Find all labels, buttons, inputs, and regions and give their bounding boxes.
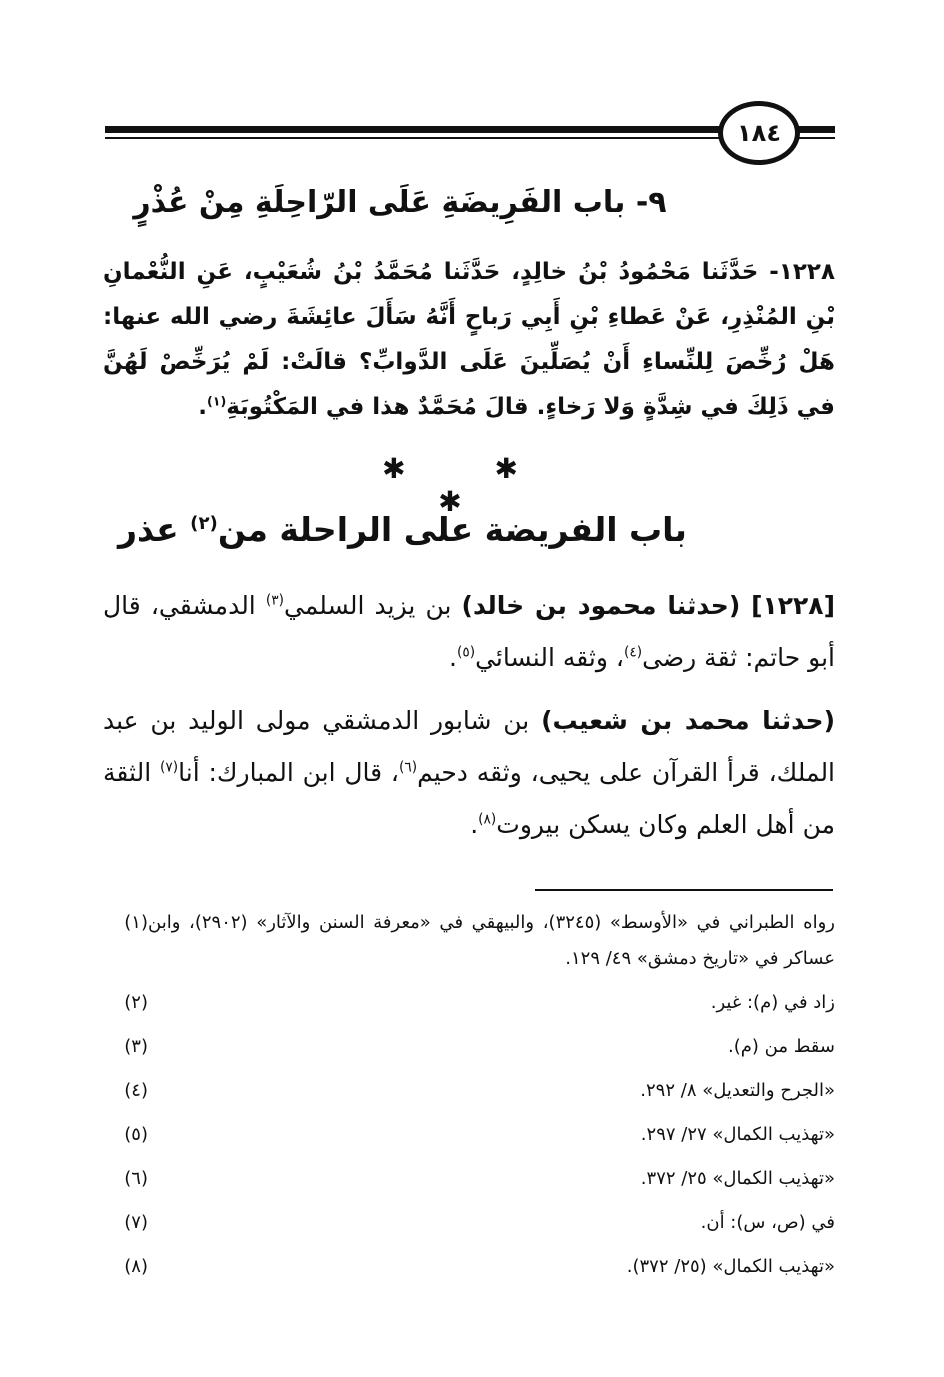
footnote-item — [103, 1073, 835, 1109]
footnote-text: رواه الطبراني في «الأوسط» (٣٢٤٥)، والبيهقي في «معرفة السنن والآثار» (٢٩٠٢)، وابن عساكر في «تاريخ دمشق» ٤٩/ ١٢٩. — [148, 912, 835, 969]
footnote-text: سقط من (م). — [728, 1036, 835, 1057]
commentary-1-ref-1: (٣) — [265, 592, 284, 609]
commentary-paragraph-1 — [103, 580, 835, 684]
hadith-text — [103, 250, 835, 430]
commentary-2-text-2: ، قال ابن المبارك: أنا — [178, 758, 400, 787]
commentary-2-text-1: بن شابور الدمشقي مولى الوليد بن عبد الملك، قرأ القرآن على يحيى، وثقه دحيم — [103, 706, 836, 787]
footnote-number: (٤) — [124, 1080, 148, 1101]
commentary-2-text-3: الثقة من أهل العلم وكان يسكن بيروت — [103, 758, 835, 839]
footnote-text: «تهذيب الكمال» ٢٥/ ٣٧٢. — [640, 1168, 835, 1189]
footnote-number: (١) — [124, 912, 148, 933]
section-title-after: عذر — [118, 510, 191, 549]
footnote-item — [103, 1161, 835, 1197]
footnote-text: «تهذيب الكمال» (٢٥/ ٣٧٢). — [626, 1256, 835, 1277]
footnote-number: (٣) — [124, 1036, 148, 1057]
commentary-2-text-4: . — [470, 810, 479, 839]
footnote-item — [103, 1117, 835, 1153]
footnote-item — [103, 985, 835, 1021]
section-title-before: باب الفريضة على الراحلة من — [217, 510, 687, 549]
commentary-1-text-2: الدمشقي، قال أبو حاتم: ثقة رضى — [103, 591, 835, 672]
commentary-1-text-3: ، وثقه النسائي — [475, 643, 624, 672]
header-rule-right — [795, 126, 835, 142]
footnote-number: (٨) — [124, 1256, 148, 1277]
commentary-1-ref-3: (٥) — [456, 644, 476, 661]
section-title — [100, 510, 705, 549]
section-title-footnote-ref: (٢) — [190, 513, 218, 534]
commentary-1-text-4: . — [448, 643, 457, 672]
header-rule-thin — [105, 137, 725, 139]
footnote-number: (٥) — [124, 1124, 148, 1145]
footnote-text: زاد في (م): غير. — [710, 992, 835, 1013]
hadith-body: ١٢٢٨- حَدَّثَنا مَحْمُودُ بْنُ خالِدٍ، حَدَّثَنا مُحَمَّدُ بْنُ شُعَيْبٍ، عَنِ النُّعْمانِ بْنِ المُنْذِرِ، عَنْ عَطاءِ بْنِ أَبِي رَباحٍ أَنَّهُ سَأَلَ عائِشَةَ رضي الله عنها: هَلْ رُخِّصَ لِلنِّساءِ أَنْ يُصَلِّينَ عَلَى الدَّوابِّ؟ قالَتْ: لَمْ يُرَخِّصْ لَهُنَّ في ذَلِكَ في شِدَّةٍ وَلا رَخاءٍ. قالَ مُحَمَّدٌ هذا في المَكْتُوبَةِ — [103, 259, 835, 420]
footnote-number: (٢) — [124, 992, 148, 1013]
footnote-item — [103, 1205, 835, 1241]
page-number-text: ١٨٤ — [737, 119, 781, 147]
commentary-2-ref-1: (٦) — [399, 759, 418, 776]
footnote-text: في (ص، س): أن. — [700, 1212, 835, 1233]
footnotes — [103, 905, 835, 1293]
header-rule — [105, 126, 725, 142]
commentary-2-ref-2: (٧) — [160, 759, 179, 776]
footnote-item — [103, 905, 835, 977]
separator-stars: ✱ ✱ ✱ — [382, 452, 558, 518]
commentary-2-ref-3: (٨) — [478, 811, 497, 828]
hadith-end: . — [198, 394, 207, 420]
page-number — [718, 101, 800, 165]
commentary-1-text-1: بن يزيد السلمي — [284, 591, 462, 620]
footnote-rule — [535, 889, 833, 891]
hadith-footnote-ref: (١) — [206, 393, 227, 409]
footnote-number: (٧) — [124, 1212, 148, 1233]
footnote-number: (٦) — [124, 1168, 148, 1189]
footnote-item — [103, 1249, 835, 1285]
header-rule-right-thin — [795, 137, 835, 139]
header-rule-thick — [105, 126, 725, 133]
commentary-paragraph-2 — [103, 695, 835, 851]
commentary-1-ref-2: (٤) — [623, 644, 643, 661]
chapter-title: ٩- باب الفَرِيضَةِ عَلَى الرّاحِلَةِ مِنْ عُذْرٍ — [133, 185, 667, 220]
footnote-item — [103, 1029, 835, 1065]
commentary-1-bold: [١٢٢٨] (حدثنا محمود بن خالد) — [461, 591, 835, 620]
header-rule-right-thick — [795, 126, 835, 133]
footnote-text: «تهذيب الكمال» ٢٧/ ٢٩٧. — [640, 1124, 835, 1145]
commentary-2-bold: (حدثنا محمد بن شعيب) — [541, 706, 835, 735]
footnote-text: «الجرح والتعديل» ٨/ ٢٩٢. — [640, 1080, 835, 1101]
